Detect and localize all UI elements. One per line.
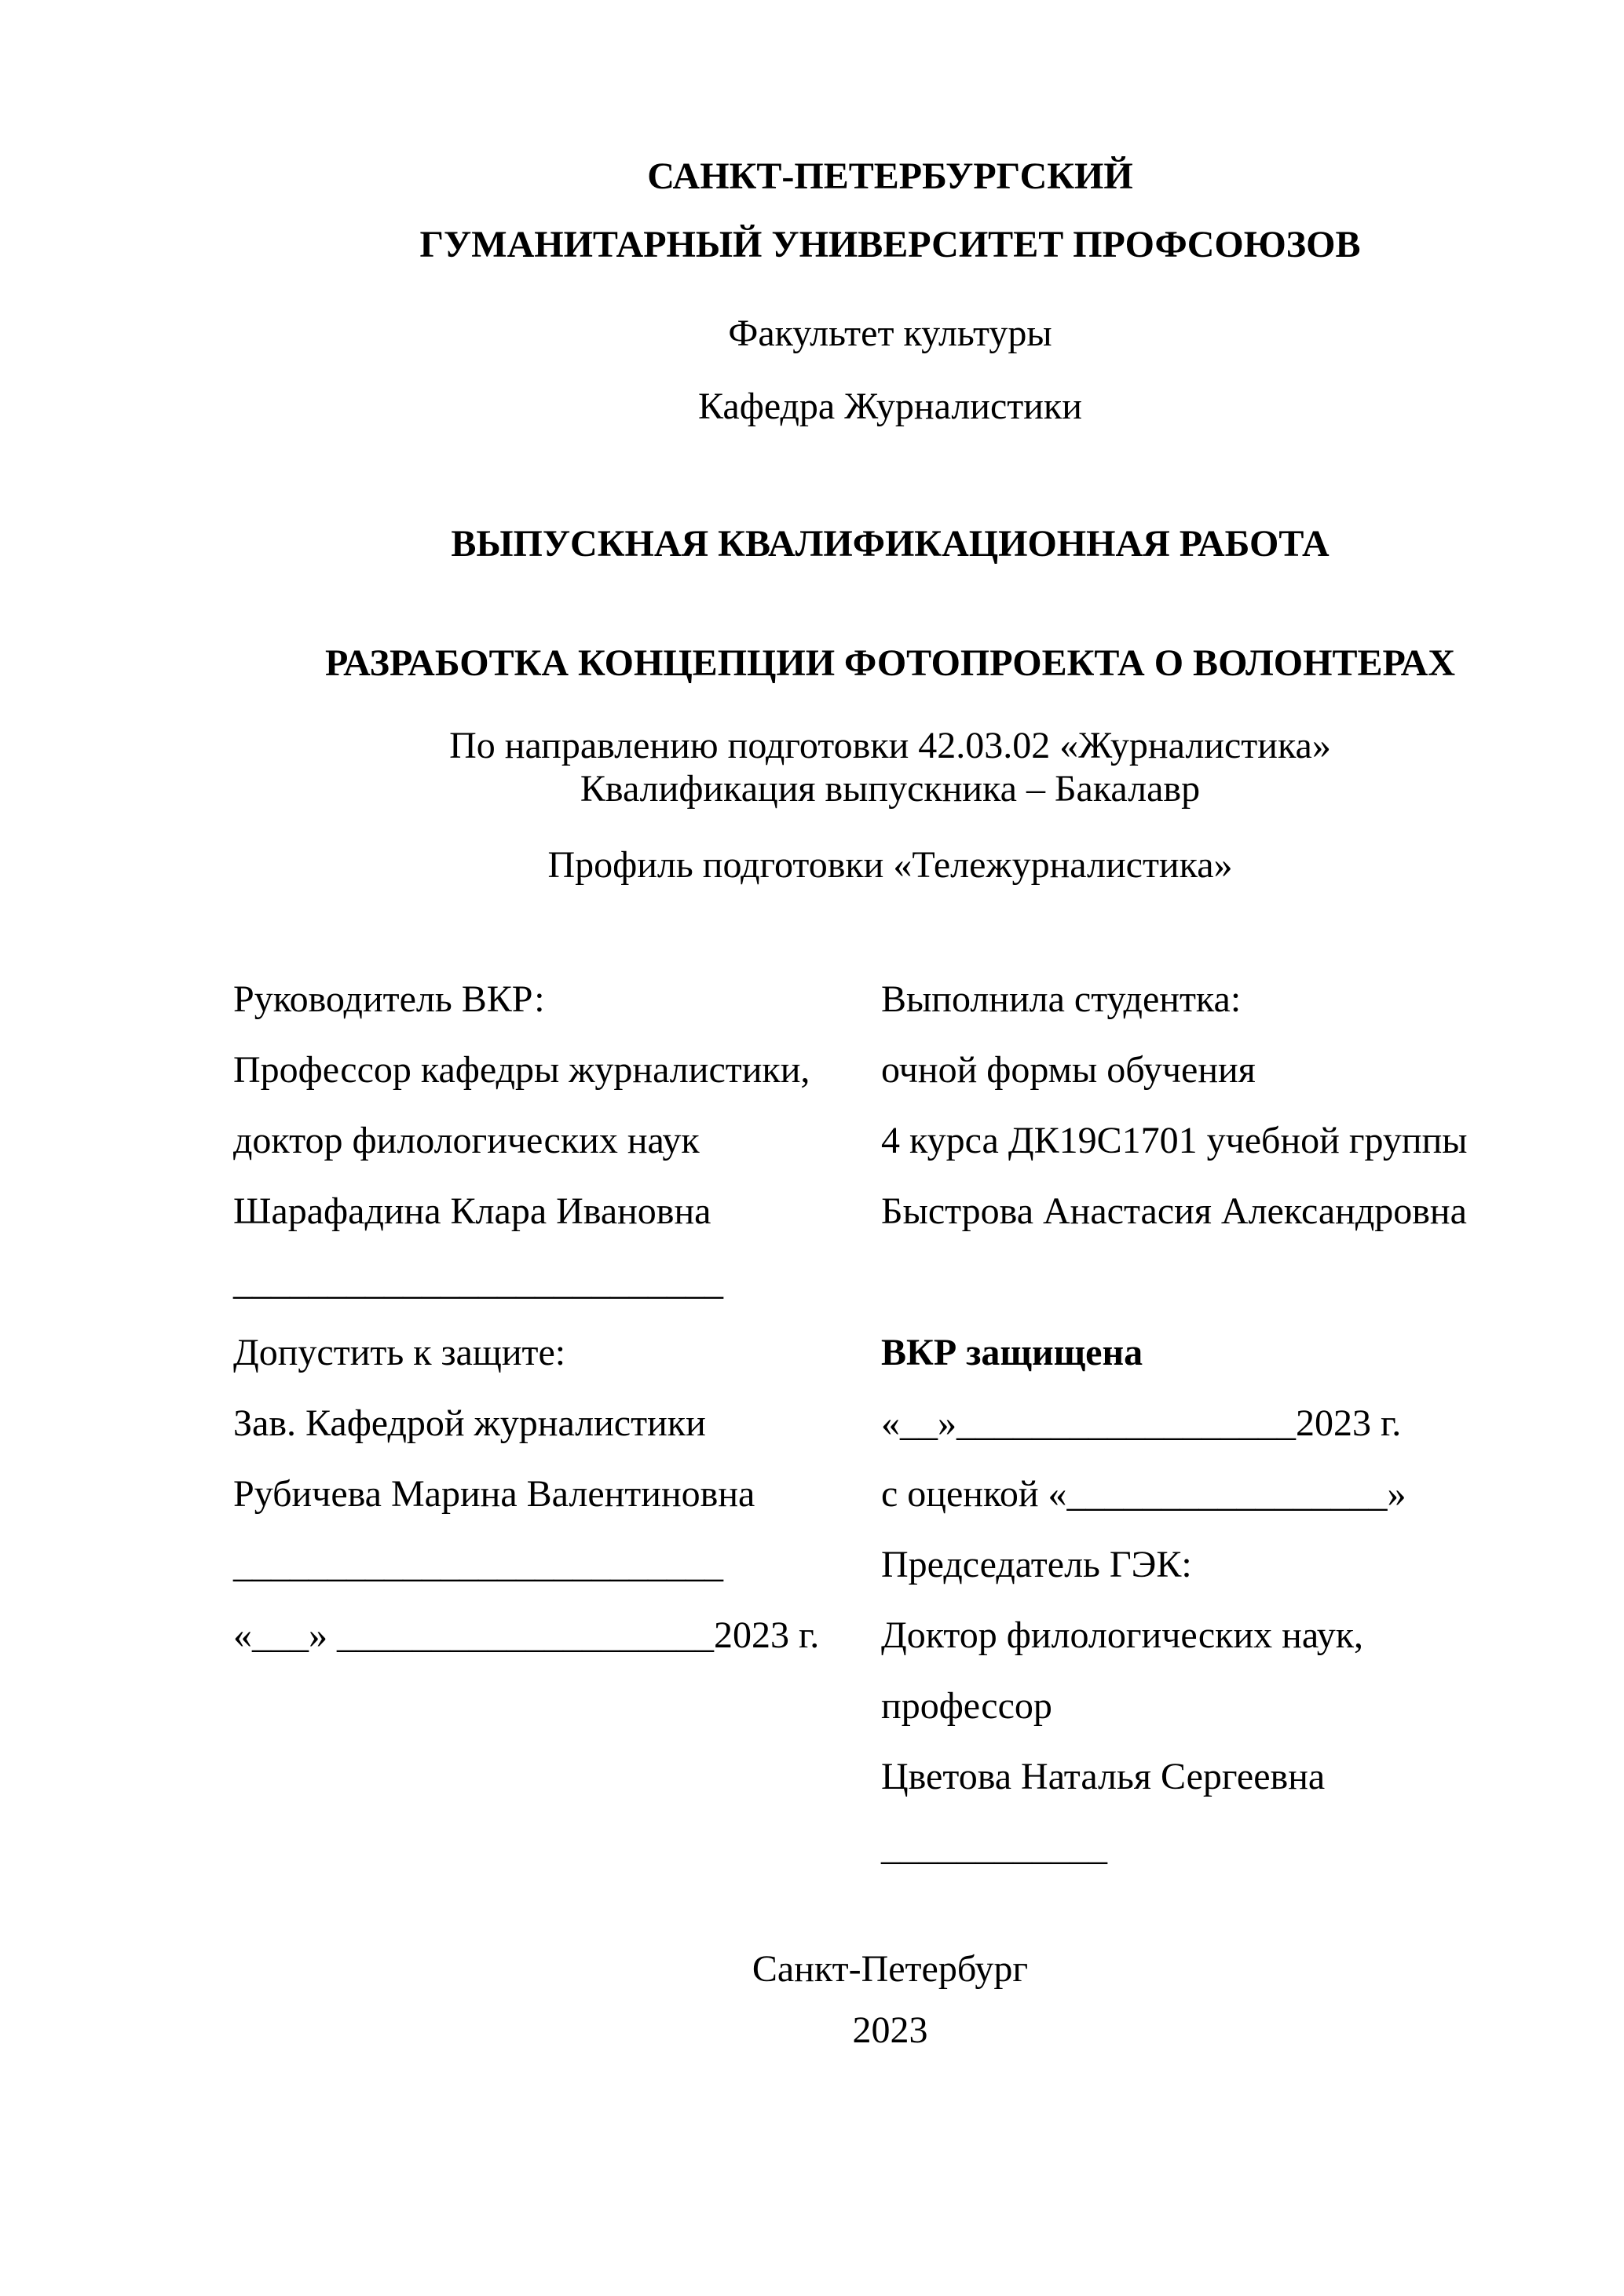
grade-line: с оценкой «_________________»: [881, 1473, 1406, 1515]
admission-date-line: «___» ____________________2023 г.: [233, 1614, 820, 1656]
defended-date-line: «__»__________________2023 г.: [881, 1402, 1402, 1444]
university-name-line1: САНКТ-ПЕТЕРБУРГСКИЙ: [647, 155, 1133, 197]
profile-line: Профиль подготовки «Тележурналистика»: [547, 844, 1233, 886]
chair-label: Председатель ГЭК:: [881, 1544, 1192, 1585]
direction-line: По направлению подготовки 42.03.02 «Журналистика»: [449, 725, 1331, 766]
study-form: очной формы обучения: [881, 1049, 1256, 1091]
chair-degree: Доктор филологических наук,: [881, 1614, 1364, 1656]
head-signature-line: __________________________: [233, 1544, 723, 1585]
study-group: 4 курса ДК19С1701 учебной группы: [881, 1120, 1468, 1161]
work-title-heading: РАЗРАБОТКА КОНЦЕПЦИИ ФОТОПРОЕКТА О ВОЛОНТЕРАХ: [325, 642, 1455, 684]
chair-signature-line: ____________: [881, 1826, 1107, 1868]
department-name: Кафедра Журналистики: [698, 386, 1082, 427]
supervisor-signature-line: __________________________: [233, 1261, 723, 1303]
supervisor-name: Шарафадина Клара Ивановна: [233, 1190, 711, 1232]
footer-city: Санкт-Петербург: [752, 1948, 1029, 1990]
student-name: Быстрова Анастасия Александровна: [881, 1190, 1467, 1232]
defended-label: ВКР защищена: [881, 1332, 1143, 1373]
qualification-line: Квалификация выпускника – Бакалавр: [580, 768, 1201, 810]
supervisor-degree: доктор филологических наук: [233, 1120, 700, 1161]
supervisor-position: Профессор кафедры журналистики,: [233, 1049, 810, 1091]
chair-name: Цветова Наталья Сергеевна: [881, 1756, 1326, 1797]
student-label: Выполнила студентка:: [881, 978, 1242, 1020]
chair-rank: профессор: [881, 1685, 1052, 1727]
university-name-line2: ГУМАНИТАРНЫЙ УНИВЕРСИТЕТ ПРОФСОЮЗОВ: [419, 224, 1361, 265]
department-head-position: Зав. Кафедрой журналистики: [233, 1402, 706, 1444]
department-head-name: Рубичева Марина Валентиновна: [233, 1473, 755, 1515]
admit-label: Допустить к защите:: [233, 1332, 566, 1373]
supervisor-label: Руководитель ВКР:: [233, 978, 545, 1020]
work-type-heading: ВЫПУСКНАЯ КВАЛИФИКАЦИОННАЯ РАБОТА: [451, 523, 1330, 565]
footer-year: 2023: [852, 2009, 928, 2051]
faculty-name: Факультет культуры: [728, 313, 1052, 354]
